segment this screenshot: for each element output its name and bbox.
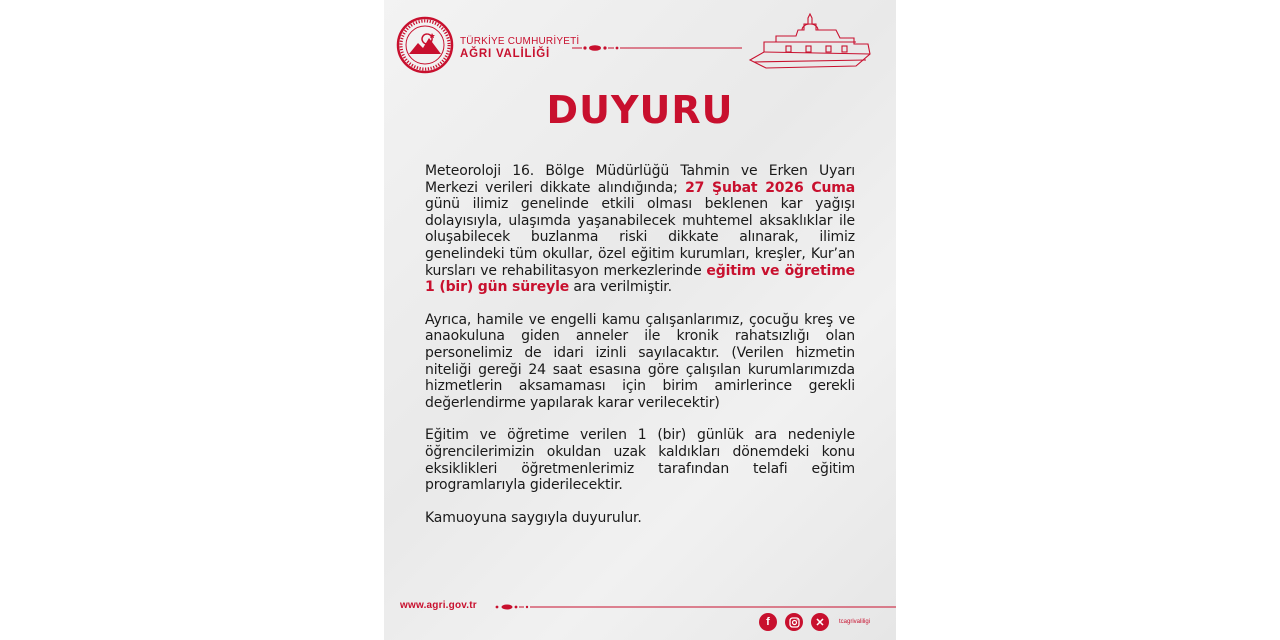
instagram-icon[interactable] [785, 613, 803, 631]
footer-ornament [494, 602, 896, 612]
p1-date: 27 Şubat 2026 Cuma [685, 179, 856, 196]
paragraph-4: Kamuoyuna saygıyla duyurulur. [425, 509, 642, 526]
social-handle[interactable]: tcagrivaliligi [839, 619, 871, 625]
ishak-pasa-palace-illustration [746, 12, 876, 72]
ornament-divider [572, 42, 742, 54]
seal-logo [396, 16, 454, 74]
page-title: DUYURU [546, 88, 734, 132]
p1-text-c: ara verilmiştir. [569, 279, 672, 296]
announcement-body [425, 163, 855, 542]
facebook-icon[interactable]: f [759, 613, 777, 631]
p1-text-b: günü ilimiz genelinde etkili olması beklenen kar yağışı dolayısıyla, ulaşımda yaşanabilecek muhtemel aksaklıklar ile oluşabilecek buzlanma riski dikkate alınarak, ilimiz genelindeki tüm okullar, özel eğitim kurumları, kreşler, Kur’an kursları ve rehabilitasyon merkezlerinde [425, 196, 855, 279]
org-line2: AĞRI VALİLİĞİ [460, 48, 551, 60]
website-link[interactable]: www.agri.gov.tr [400, 600, 477, 611]
p1-highlight: eğitim ve öğretime 1 (bir) gün süreyle [425, 262, 855, 296]
p1-text-a: Meteoroloji 16. Bölge Müdürlüğü Tahmin ve Erken Uyarı Merkezi verileri dikkate alındığında; [425, 163, 855, 196]
org-line1: TÜRKİYE CUMHURİYETİ [460, 36, 580, 47]
paragraph-3: Eğitim ve öğretime verilen 1 (bir) günlük ara nedeniyle öğrencilerimizin okuldan uzak kaldıkları dönemdeki konu eksiklikleri öğretmenlerimiz tarafından telafi eğitim programlarıyla giderilecektir. [425, 427, 855, 494]
paragraph-2: Ayrıca, hamile ve engelli kamu çalışanlarımız, çocuğu kreş ve anaokuluna giden anneler ile kronik rahatsızlığı olan personelimiz de idari izinli sayılacaktır. (Verilen hizmetin niteliği gereği 24 saat esasına göre çalışılan kurumlarımızda hizmetlerin aksamaması için birim amirlerince gerekli değerlendirme yapılarak karar verilecektir) [425, 311, 855, 411]
header [384, 0, 896, 90]
announcement-poster [384, 0, 896, 640]
org-name [460, 36, 579, 61]
paragraph-1 [425, 163, 855, 296]
social-links [759, 612, 870, 632]
x-icon[interactable]: ✕ [811, 613, 829, 631]
